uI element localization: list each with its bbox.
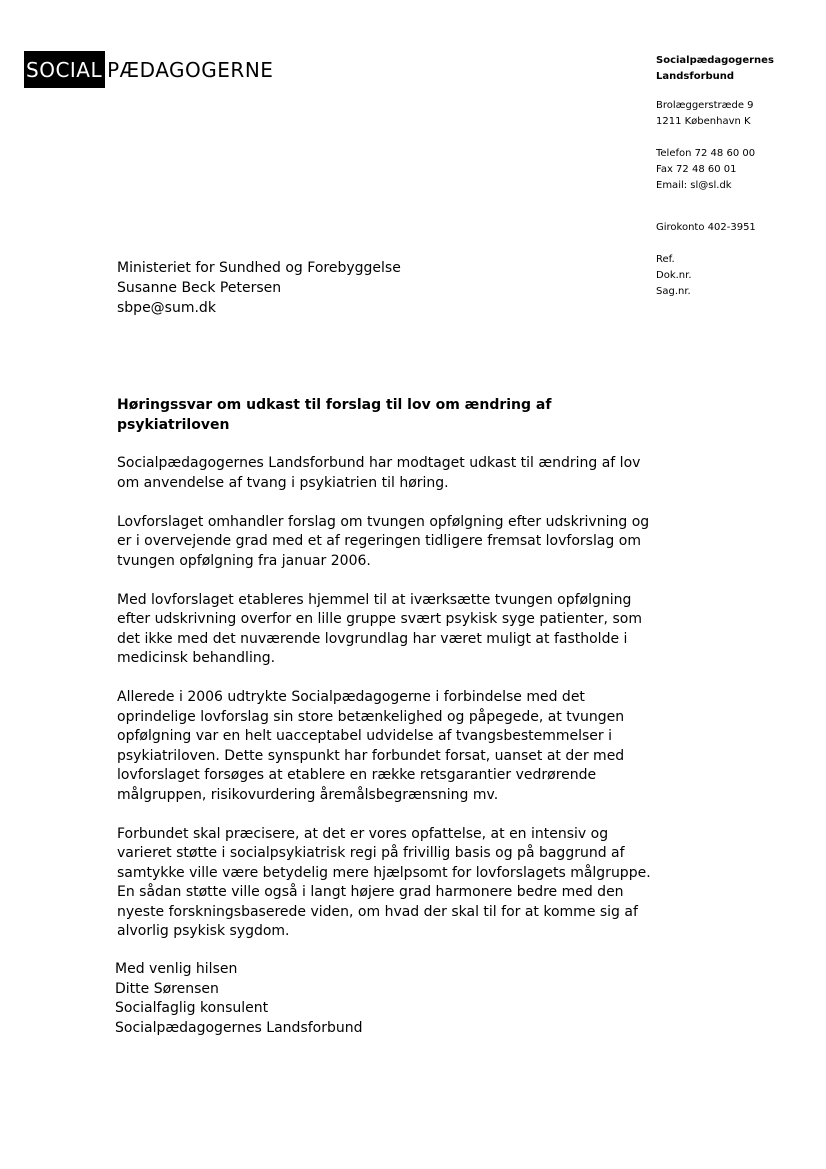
paragraph-line: tvungen opfølgning fra januar 2006. — [117, 552, 371, 569]
paragraph-line: det ikke med det nuværende lovgrundlag har været muligt at fastholde i — [117, 630, 628, 647]
paragraph-line: samtykke ville være betydelig mere hjælpsomt for lovforslagets målgruppe. — [117, 864, 651, 881]
sender-phone: Telefon 72 48 60 00 — [656, 148, 756, 159]
signer-organization: Socialpædagogernes Landsforbund — [115, 1019, 363, 1036]
paragraph-line: alvorlig psykisk sygdom. — [117, 923, 290, 939]
doc-number-label: Dok.nr. — [656, 270, 692, 281]
sender-email: Email: sl@sl.dk — [656, 180, 732, 191]
recipient-line: Ministeriet for Sundhed og Forebyggelse — [117, 260, 401, 276]
paragraph-line: medicinsk behandling. — [117, 650, 276, 666]
paragraph-line: om anvendelse af tvang i psykiatrien til høring. — [117, 474, 449, 491]
recipient-block — [117, 258, 401, 318]
sender-address-line: Brolæggerstræde 9 — [656, 100, 754, 111]
sender-name — [656, 53, 821, 85]
recipient-line: sbpe@sum.dk — [117, 300, 216, 316]
ref-label: Ref. — [656, 254, 675, 265]
case-number-label: Sag.nr. — [656, 286, 691, 297]
paragraph-line: lovforslaget forsøges at etablere en række retsgarantier vedrørende — [117, 767, 597, 783]
paragraph-line: efter udskrivning overfor en lille gruppe svært psykisk syge patienter, som — [117, 611, 642, 627]
sender-name-line: Socialpædagogernes — [656, 55, 774, 66]
paragraph-line: målgruppen, risikovurdering åremålsbegrænsning mv. — [117, 786, 499, 803]
logo-text: PÆDAGOGERNE — [107, 57, 274, 82]
paragraph-line: varieret støtte i socialpsykiatrisk regi på frivillig basis og på baggrund af — [117, 845, 625, 861]
reference-fields — [656, 252, 821, 300]
paragraph-line: En sådan støtte ville også i langt højere grad harmonere bedre med den — [117, 884, 624, 900]
paragraph — [117, 454, 657, 493]
paragraph-line: nyeste forskningsbaserede viden, om hvad der skal til for at komme sig af — [117, 903, 638, 920]
closing-greeting: Med venlig hilsen — [115, 961, 238, 977]
heading-line: Høringssvar om udkast til forslag til lov om ændring af — [117, 397, 552, 413]
paragraph-line: er i overvejende grad med et af regeringen tidligere fremsat lovforslag om — [117, 533, 641, 549]
sender-fax: Fax 72 48 60 01 — [656, 164, 737, 175]
signer-name: Ditte Sørensen — [115, 980, 219, 997]
paragraph-line: Med lovforslaget etableres hjemmel til at iværksætte tvungen opfølgning — [117, 591, 632, 608]
giro-account: Girokonto 402-3951 — [656, 222, 756, 233]
sender-address — [656, 98, 821, 130]
letter-heading — [117, 395, 587, 435]
sender-giro — [656, 220, 821, 236]
signature-block — [115, 960, 363, 1038]
paragraph — [117, 688, 657, 805]
paragraph — [117, 513, 657, 572]
paragraph-line: Lovforslaget omhandler forslag om tvungen opfølgning efter udskrivning og — [117, 513, 650, 530]
paragraph — [117, 825, 657, 942]
logo-boxed-text: SOCIAL — [24, 51, 105, 88]
sender-name-line: Landsforbund — [656, 71, 735, 82]
paragraph — [117, 591, 657, 669]
organization-logo — [24, 51, 273, 88]
letter-body — [117, 454, 657, 961]
paragraph-line: Socialpædagogernes Landsforbund har modtaget udkast til ændring af lov — [117, 455, 641, 471]
paragraph-line: opfølgning var en helt uacceptabel udvidelse af tvangsbestemmelser i — [117, 728, 612, 744]
paragraph-line: Forbundet skal præcisere, at det er vores opfattelse, at en intensiv og — [117, 825, 609, 842]
sender-contact — [656, 146, 821, 194]
heading-line: psykiatriloven — [117, 417, 230, 433]
signer-title: Socialfaglig konsulent — [115, 1000, 269, 1016]
paragraph-line: Allerede i 2006 udtrykte Socialpædagogerne i forbindelse med det — [117, 689, 585, 705]
recipient-line: Susanne Beck Petersen — [117, 280, 282, 296]
paragraph-line: psykiatriloven. Dette synspunkt har forbundet forsat, uanset at der med — [117, 747, 625, 764]
sender-address-line: 1211 København K — [656, 116, 751, 127]
paragraph-line: oprindelige lovforslag sin store betænkelighed og påpegede, at tvungen — [117, 708, 625, 725]
